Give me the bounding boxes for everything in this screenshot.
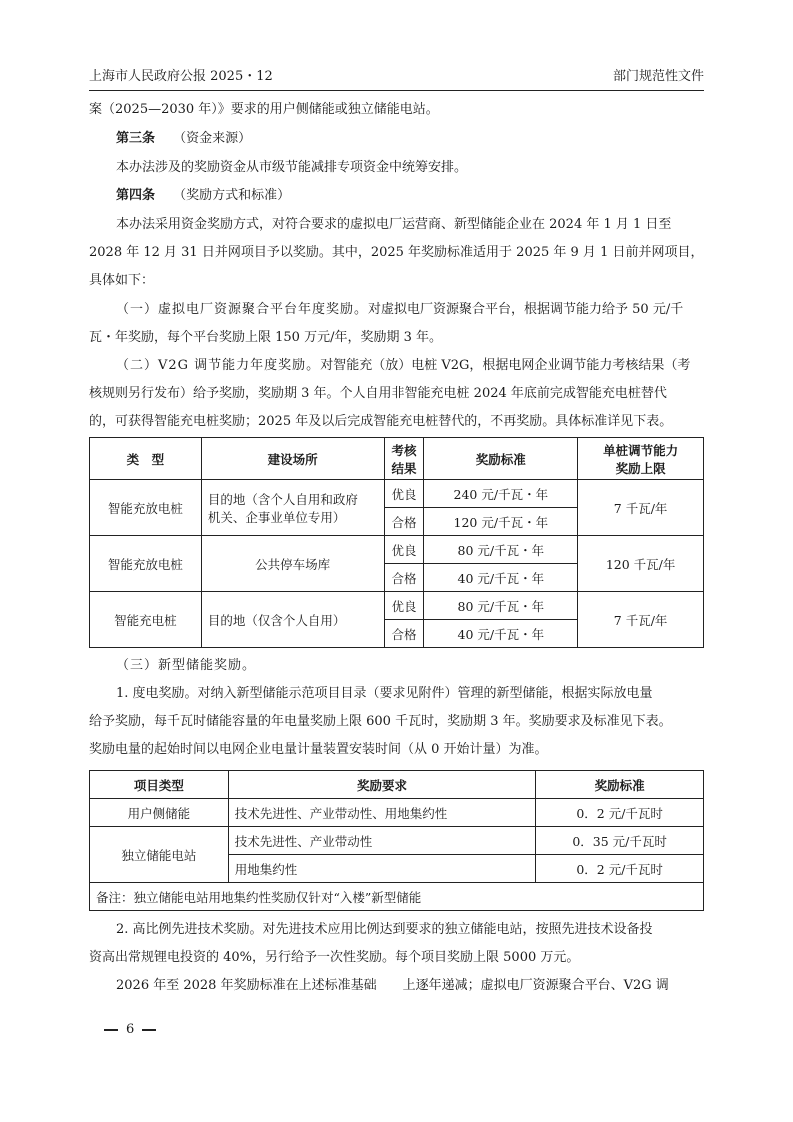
cell-standard: 120 元/千瓦・年 — [424, 508, 578, 536]
table-note: 备注：独立储能电站用地集约性奖励仅针对“入楼”新型储能 — [90, 883, 704, 911]
cell-standard: 80 元/千瓦・年 — [424, 536, 578, 564]
table-header-row — [90, 771, 704, 799]
cell-requirement: 用地集约性 — [228, 855, 535, 883]
dash-left — [104, 1029, 118, 1031]
table-row — [90, 592, 704, 620]
table-row — [90, 827, 704, 855]
cell-standard: 0．35 元/千瓦时 — [536, 827, 704, 855]
article-title: 第四条 — [116, 188, 156, 203]
paragraph-line: 本办法采用资金奖励方式，对符合要求的虚拟电厂运营商、新型储能企业在 2024 年 1 月 1 日至 — [116, 217, 672, 232]
article-subtitle: （奖励方式和标准） — [173, 188, 291, 203]
cell-requirement: 技术先进性、产业带动性 — [228, 827, 535, 855]
cell-type: 智能充电桩 — [90, 592, 202, 648]
cell-result: 优良 — [384, 592, 424, 620]
table-note-row — [90, 883, 704, 911]
cell-standard: 40 元/千瓦・年 — [424, 564, 578, 592]
section-title: （二）V2G 调节能力年度奖励。 — [116, 358, 321, 373]
paragraph-line: 案（2025—2030 年）》要求的用户侧储能或独立储能电站。 — [89, 102, 439, 117]
section-label: 部门规范性文件 — [612, 69, 704, 84]
article-title: 第三条 — [116, 131, 156, 146]
table-header-row — [90, 438, 704, 480]
article-subtitle: （资金来源） — [173, 131, 252, 146]
table-row — [90, 480, 704, 508]
section-2-line — [89, 356, 731, 376]
header-standard: 奖励标准 — [536, 771, 704, 799]
cell-result: 优良 — [384, 480, 424, 508]
cell-site: 目的地（含个人自用和政府 机关、企事业单位专用） — [201, 480, 384, 536]
paragraph-text: 对智能充（放）电桩 V2G，根据电网企业调节能力考核结果（考 — [320, 358, 691, 373]
article-3-heading — [89, 129, 731, 149]
article-4-heading — [89, 186, 731, 206]
paragraph-line: 2028 年 12 月 31 日并网项目予以奖励。其中，2025 年奖励标准适用于 2025 年 9 月 1 日前并网项目， — [89, 245, 704, 260]
cell-result: 优良 — [384, 536, 424, 564]
cell-result: 合格 — [384, 508, 424, 536]
section-3-heading — [89, 656, 731, 676]
section-title: （三）新型储能奖励。 — [116, 658, 257, 673]
cell-type: 智能充放电桩 — [90, 480, 202, 536]
paragraph-line: 给予奖励，每千瓦时储能容量的年电量奖励上限 600 千瓦时，奖励期 3 年。奖励要求及标准见下表。 — [89, 714, 672, 729]
paragraph-line: 资高出常规锂电投资的 40%，另行给予一次性奖励。每个项目奖励上限 5000 万元。 — [89, 950, 580, 965]
header-standard: 奖励标准 — [424, 438, 578, 480]
table-row — [90, 536, 704, 564]
table-row — [90, 799, 704, 827]
paragraph-line: 瓦・年奖励，每个平台奖励上限 150 万元/年，奖励期 3 年。 — [89, 330, 442, 345]
cell-cap: 7 千瓦/年 — [578, 592, 704, 648]
cell-cap: 120 千瓦/年 — [578, 536, 704, 592]
dash-right — [142, 1029, 156, 1031]
cell-cap: 7 千瓦/年 — [578, 480, 704, 536]
header-site: 建设场所 — [201, 438, 384, 480]
cell-type: 智能充放电桩 — [90, 536, 202, 592]
cell-requirement: 技术先进性、产业带动性、用地集约性 — [228, 799, 535, 827]
paragraph-line: 2026 年至 2028 年奖励标准在上述标准基础 上逐年递减；虚拟电厂资源聚合平台、V2G 调 — [116, 978, 669, 993]
cell-site: 目的地（仅含个人自用） — [201, 592, 384, 648]
journal-title: 上海市人民政府公报 2025・12 — [89, 69, 273, 84]
header-requirement: 奖励要求 — [228, 771, 535, 799]
paragraph-line: 核规则另行发布）给予奖励，奖励期 3 年。个人自用非智能充电桩 2024 年底前完成智能充电桩替代 — [89, 386, 667, 401]
paragraph-line: 2. 高比例先进技术奖励。对先进技术应用比例达到要求的独立储能电站，按照先进技术设备投 — [116, 922, 653, 937]
page-footer — [96, 1022, 164, 1037]
header-project-type: 项目类型 — [90, 771, 229, 799]
paragraph-text: 对虚拟电厂资源聚合平台，根据调节能力给予 50 元/千 — [368, 302, 684, 317]
cell-standard: 0．2 元/千瓦时 — [536, 855, 704, 883]
cell-standard: 80 元/千瓦・年 — [424, 592, 578, 620]
cell-result: 合格 — [384, 564, 424, 592]
paragraph-line: 本办法涉及的奖励资金从市级节能减排专项资金中统筹安排。 — [116, 160, 468, 175]
section-1-line — [89, 300, 731, 320]
paragraph-line: 具体如下： — [89, 273, 155, 288]
paragraph-line: 奖励电量的起始时间以电网企业电量计量装置安装时间（从 0 开始计量）为准。 — [89, 742, 548, 757]
cell-result: 合格 — [384, 620, 424, 648]
header-cap: 单桩调节能力 奖励上限 — [578, 438, 704, 480]
cell-site: 公共停车场库 — [201, 536, 384, 592]
cell-standard: 240 元/千瓦・年 — [424, 480, 578, 508]
cell-type: 独立储能电站 — [90, 827, 229, 883]
v2g-reward-table — [89, 437, 704, 648]
paragraph-line: 1. 度电奖励。对纳入新型储能示范项目目录（要求见附件）管理的新型储能，根据实际放电量 — [116, 686, 653, 701]
cell-type: 用户侧储能 — [90, 799, 229, 827]
storage-reward-table — [89, 770, 704, 911]
header-result: 考核 结果 — [384, 438, 424, 480]
cell-standard: 40 元/千瓦・年 — [424, 620, 578, 648]
page-number: 6 — [126, 1022, 135, 1037]
section-title: （一）虚拟电厂资源聚合平台年度奖励。 — [116, 302, 369, 317]
header-type: 类 型 — [90, 438, 202, 480]
page-header — [89, 62, 704, 91]
paragraph-line: 的，可获得智能充电桩奖励；2025 年及以后完成智能充电桩替代的，不再奖励。具体标准详见下表。 — [89, 414, 673, 429]
cell-standard: 0．2 元/千瓦时 — [536, 799, 704, 827]
